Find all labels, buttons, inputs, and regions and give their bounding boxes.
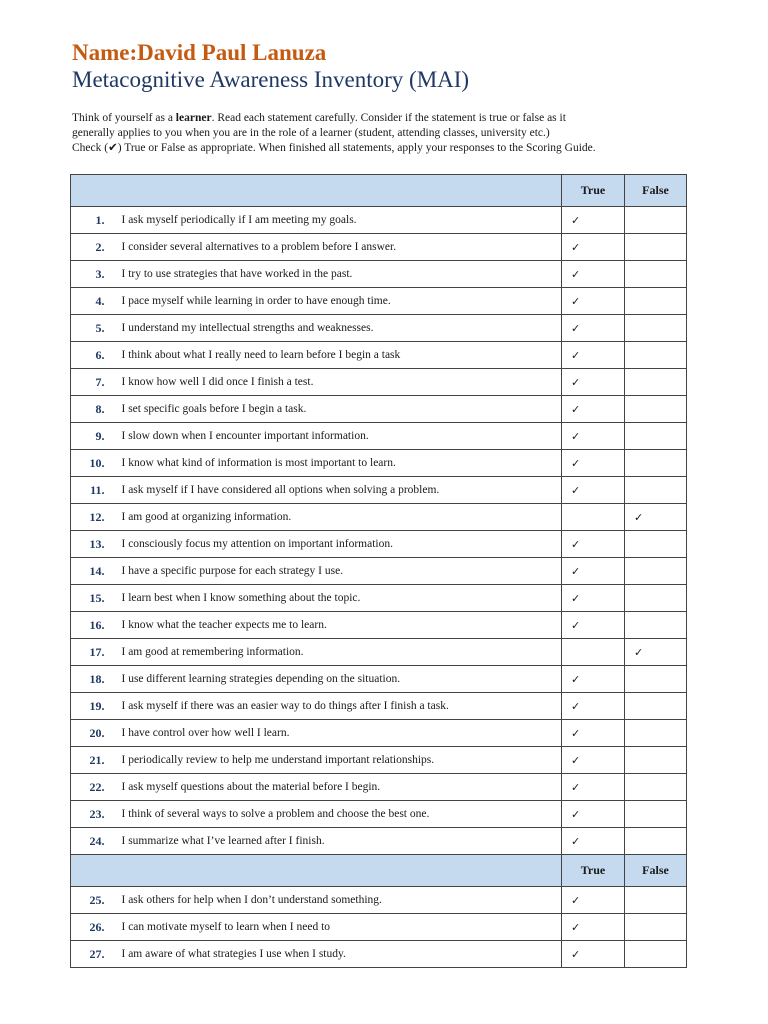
- item-statement: I set specific goals before I begin a task.: [121, 396, 562, 423]
- true-checkbox-cell[interactable]: [562, 801, 625, 828]
- item-number: 20.: [71, 720, 121, 747]
- table-row: [71, 774, 687, 801]
- item-number: 23.: [71, 801, 121, 828]
- true-checkbox-cell[interactable]: [562, 477, 625, 504]
- false-checkbox-cell[interactable]: [625, 914, 687, 941]
- false-checkbox-cell[interactable]: [625, 774, 687, 801]
- item-number: 4.: [71, 288, 121, 315]
- table-row: [71, 504, 687, 531]
- table-row: [71, 558, 687, 585]
- true-checkbox-cell[interactable]: [562, 234, 625, 261]
- check-mark-icon: ✓: [571, 267, 581, 281]
- table-row: [71, 315, 687, 342]
- table-row: [71, 720, 687, 747]
- item-number: 1.: [71, 207, 121, 234]
- check-mark-icon: ✓: [571, 699, 581, 713]
- true-checkbox-cell[interactable]: [562, 693, 625, 720]
- item-statement: I have a specific purpose for each strategy I use.: [121, 558, 562, 585]
- item-number: 9.: [71, 423, 121, 450]
- table-header-row: [71, 855, 687, 887]
- false-checkbox-cell[interactable]: [625, 342, 687, 369]
- check-mark-icon: ✓: [571, 726, 581, 740]
- item-statement: I ask others for help when I don’t understand something.: [121, 887, 562, 914]
- false-column-header: False: [625, 855, 687, 887]
- false-checkbox-cell[interactable]: [625, 369, 687, 396]
- item-statement: I know what the teacher expects me to learn.: [121, 612, 562, 639]
- check-mark-icon: ✓: [571, 893, 581, 907]
- true-checkbox-cell[interactable]: [562, 612, 625, 639]
- instructions-line-2: generally applies to you when you are in the role of a learner (student, attending classes, university etc.): [72, 127, 550, 139]
- table-row: [71, 639, 687, 666]
- header-blank-cell: [71, 175, 562, 207]
- check-mark-icon: ✓: [571, 240, 581, 254]
- table-row: [71, 477, 687, 504]
- table-row: [71, 261, 687, 288]
- item-number: 10.: [71, 450, 121, 477]
- table-row: [71, 612, 687, 639]
- table-header-row: [71, 175, 687, 207]
- item-number: 2.: [71, 234, 121, 261]
- table-row: [71, 369, 687, 396]
- header-blank-cell: [71, 855, 562, 887]
- check-mark-icon: ✓: [634, 510, 644, 524]
- true-checkbox-cell[interactable]: [562, 914, 625, 941]
- table-row: [71, 887, 687, 914]
- table-row: [71, 288, 687, 315]
- true-checkbox-cell[interactable]: [562, 639, 625, 666]
- item-statement: I have control over how well I learn.: [121, 720, 562, 747]
- item-statement: I try to use strategies that have worked in the past.: [121, 261, 562, 288]
- item-statement: I ask myself if I have considered all options when solving a problem.: [121, 477, 562, 504]
- false-checkbox-cell[interactable]: [625, 828, 687, 855]
- learner-emphasis: learner: [175, 112, 212, 124]
- true-checkbox-cell[interactable]: [562, 558, 625, 585]
- item-statement: I summarize what I’ve learned after I finish.: [121, 828, 562, 855]
- check-mark-icon: ✓: [634, 645, 644, 659]
- false-checkbox-cell[interactable]: [625, 612, 687, 639]
- false-checkbox-cell[interactable]: [625, 477, 687, 504]
- true-checkbox-cell[interactable]: [562, 342, 625, 369]
- item-number: 11.: [71, 477, 121, 504]
- student-name: Name:David Paul Lanuza: [72, 40, 327, 65]
- false-column-header: False: [625, 175, 687, 207]
- table-row: [71, 747, 687, 774]
- false-checkbox-cell[interactable]: [625, 887, 687, 914]
- check-mark-icon: ✓: [571, 429, 581, 443]
- table-row: [71, 450, 687, 477]
- true-checkbox-cell[interactable]: [562, 315, 625, 342]
- false-checkbox-cell[interactable]: [625, 504, 687, 531]
- true-checkbox-cell[interactable]: [562, 396, 625, 423]
- check-mark-icon: ✓: [571, 537, 581, 551]
- check-mark-icon: ✓: [571, 780, 581, 794]
- false-checkbox-cell[interactable]: [625, 747, 687, 774]
- table-row: [71, 234, 687, 261]
- document-title: Metacognitive Awareness Inventory (MAI): [72, 67, 470, 92]
- item-statement: I ask myself if there was an easier way to do things after I finish a task.: [121, 693, 562, 720]
- item-statement: I periodically review to help me understand important relationships.: [121, 747, 562, 774]
- item-number: 13.: [71, 531, 121, 558]
- item-statement: I think of several ways to solve a problem and choose the best one.: [121, 801, 562, 828]
- item-statement: I slow down when I encounter important information.: [121, 423, 562, 450]
- false-checkbox-cell[interactable]: [625, 396, 687, 423]
- item-number: 18.: [71, 666, 121, 693]
- false-checkbox-cell[interactable]: [625, 234, 687, 261]
- true-checkbox-cell[interactable]: [562, 261, 625, 288]
- check-mark-icon: ✓: [571, 947, 581, 961]
- instructions-line-3: Check (✔) True or False as appropriate. When finished all statements, apply your responses to the Scoring Guide.: [72, 142, 596, 154]
- instructions-line-1: Think of yourself as a learner. Read each statement carefully. Consider if the statement is true or false as it: [72, 112, 566, 124]
- true-checkbox-cell[interactable]: [562, 887, 625, 914]
- item-number: 26.: [71, 914, 121, 941]
- true-checkbox-cell[interactable]: [562, 666, 625, 693]
- table-row: [71, 666, 687, 693]
- false-checkbox-cell[interactable]: [625, 585, 687, 612]
- item-statement: I learn best when I know something about the topic.: [121, 585, 562, 612]
- table-row: [71, 531, 687, 558]
- false-checkbox-cell[interactable]: [625, 720, 687, 747]
- item-number: 12.: [71, 504, 121, 531]
- item-number: 16.: [71, 612, 121, 639]
- item-statement: I know how well I did once I finish a test.: [121, 369, 562, 396]
- item-number: 17.: [71, 639, 121, 666]
- check-mark-icon: ✓: [571, 834, 581, 848]
- false-checkbox-cell[interactable]: [625, 801, 687, 828]
- check-mark-icon: ✓: [571, 483, 581, 497]
- item-number: 8.: [71, 396, 121, 423]
- true-checkbox-cell[interactable]: [562, 450, 625, 477]
- item-statement: I use different learning strategies depending on the situation.: [121, 666, 562, 693]
- check-mark-icon: ✓: [571, 564, 581, 578]
- false-checkbox-cell[interactable]: [625, 450, 687, 477]
- true-checkbox-cell[interactable]: [562, 941, 625, 968]
- true-column-header: True: [562, 175, 625, 207]
- true-checkbox-cell[interactable]: [562, 585, 625, 612]
- false-checkbox-cell[interactable]: [625, 261, 687, 288]
- inventory-table: [70, 174, 687, 968]
- table-row: [71, 801, 687, 828]
- check-mark-icon: ✓: [571, 920, 581, 934]
- item-number: 14.: [71, 558, 121, 585]
- check-mark-icon: ✓: [571, 348, 581, 362]
- false-checkbox-cell[interactable]: [625, 693, 687, 720]
- true-checkbox-cell[interactable]: [562, 531, 625, 558]
- check-mark-icon: ✓: [571, 618, 581, 632]
- item-statement: I am good at organizing information.: [121, 504, 562, 531]
- item-statement: I am good at remembering information.: [121, 639, 562, 666]
- false-checkbox-cell[interactable]: [625, 666, 687, 693]
- item-statement: I think about what I really need to learn before I begin a task: [121, 342, 562, 369]
- item-number: 15.: [71, 585, 121, 612]
- check-mark-icon: ✓: [571, 375, 581, 389]
- check-mark-icon: ✓: [571, 213, 581, 227]
- item-statement: I ask myself periodically if I am meeting my goals.: [121, 207, 562, 234]
- false-checkbox-cell[interactable]: [625, 639, 687, 666]
- false-checkbox-cell[interactable]: [625, 558, 687, 585]
- check-mark-icon: ✓: [571, 456, 581, 470]
- table-row: [71, 585, 687, 612]
- item-number: 3.: [71, 261, 121, 288]
- true-checkbox-cell[interactable]: [562, 747, 625, 774]
- true-checkbox-cell[interactable]: [562, 207, 625, 234]
- check-mark-icon: ✓: [571, 672, 581, 686]
- item-statement: I understand my intellectual strengths and weaknesses.: [121, 315, 562, 342]
- true-checkbox-cell[interactable]: [562, 423, 625, 450]
- item-statement: I consider several alternatives to a problem before I answer.: [121, 234, 562, 261]
- true-column-header: True: [562, 855, 625, 887]
- item-number: 7.: [71, 369, 121, 396]
- true-checkbox-cell[interactable]: [562, 720, 625, 747]
- instructions: [72, 111, 692, 156]
- item-number: 22.: [71, 774, 121, 801]
- false-checkbox-cell[interactable]: [625, 941, 687, 968]
- item-number: 24.: [71, 828, 121, 855]
- item-number: 27.: [71, 941, 121, 968]
- false-checkbox-cell[interactable]: [625, 207, 687, 234]
- true-checkbox-cell[interactable]: [562, 288, 625, 315]
- item-number: 21.: [71, 747, 121, 774]
- false-checkbox-cell[interactable]: [625, 288, 687, 315]
- item-number: 6.: [71, 342, 121, 369]
- table-row: [71, 693, 687, 720]
- item-number: 25.: [71, 887, 121, 914]
- check-mark-icon: ✓: [571, 753, 581, 767]
- item-statement: I can motivate myself to learn when I need to: [121, 914, 562, 941]
- item-statement: I ask myself questions about the material before I begin.: [121, 774, 562, 801]
- table-row: [71, 396, 687, 423]
- false-checkbox-cell[interactable]: [625, 531, 687, 558]
- item-statement: I pace myself while learning in order to have enough time.: [121, 288, 562, 315]
- false-checkbox-cell[interactable]: [625, 423, 687, 450]
- true-checkbox-cell[interactable]: [562, 774, 625, 801]
- table-row: [71, 207, 687, 234]
- table-row: [71, 342, 687, 369]
- true-checkbox-cell[interactable]: [562, 828, 625, 855]
- true-checkbox-cell[interactable]: [562, 504, 625, 531]
- item-statement: I consciously focus my attention on important information.: [121, 531, 562, 558]
- table-row: [71, 941, 687, 968]
- item-statement: I know what kind of information is most important to learn.: [121, 450, 562, 477]
- check-mark-icon: ✓: [571, 321, 581, 335]
- item-statement: I am aware of what strategies I use when I study.: [121, 941, 562, 968]
- true-checkbox-cell[interactable]: [562, 369, 625, 396]
- table-row: [71, 914, 687, 941]
- check-mark-icon: ✓: [571, 294, 581, 308]
- table-row: [71, 423, 687, 450]
- check-mark-icon: ✓: [571, 807, 581, 821]
- item-number: 19.: [71, 693, 121, 720]
- item-number: 5.: [71, 315, 121, 342]
- table-row: [71, 828, 687, 855]
- false-checkbox-cell[interactable]: [625, 315, 687, 342]
- check-mark-icon: ✓: [571, 402, 581, 416]
- check-mark-icon: ✓: [571, 591, 581, 605]
